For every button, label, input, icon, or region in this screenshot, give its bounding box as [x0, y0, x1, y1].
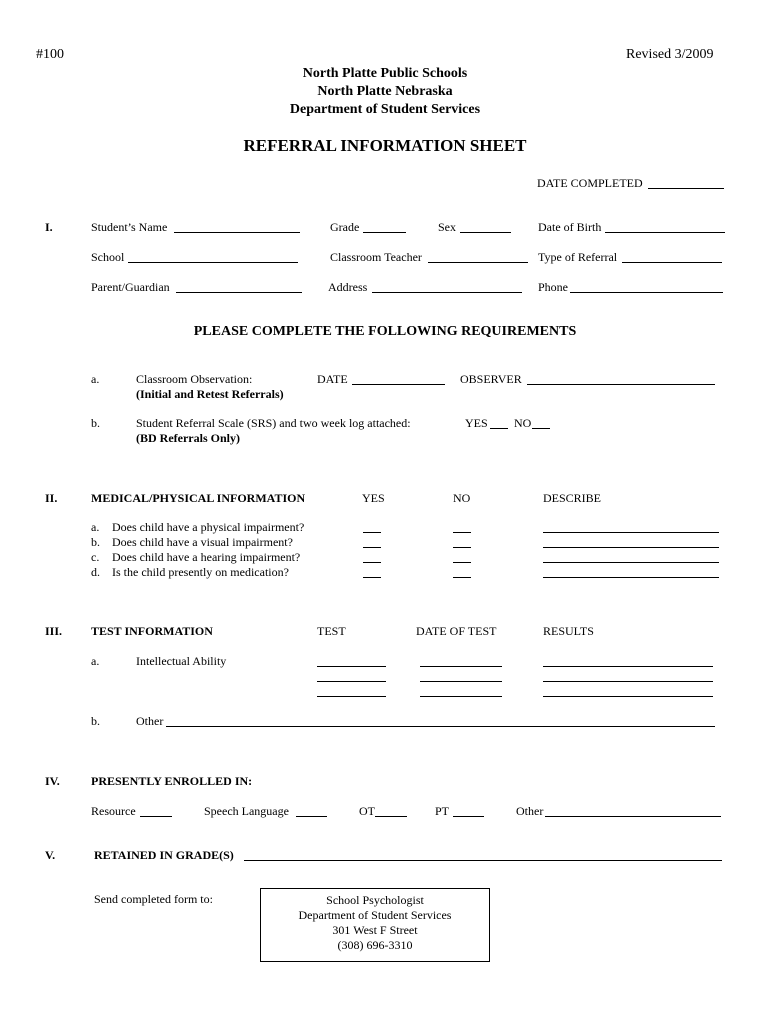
- phone-field[interactable]: [570, 292, 723, 293]
- medical-question-text: Is the child presently on medication?: [112, 565, 289, 579]
- address-label: Address: [328, 280, 368, 294]
- physical-no-field[interactable]: [453, 532, 471, 533]
- observation-date-field[interactable]: [352, 384, 445, 385]
- test-name-field[interactable]: [317, 696, 386, 697]
- medical-heading: MEDICAL/PHYSICAL INFORMATION: [91, 491, 306, 505]
- recipient-phone: (308) 696-3310: [337, 938, 413, 952]
- medical-question-text: Does child have a physical impairment?: [112, 520, 305, 534]
- observation-date-label: DATE: [317, 372, 348, 386]
- visual-no-field[interactable]: [453, 547, 471, 548]
- medical-question-text: Does child have a hearing impairment?: [112, 550, 301, 564]
- medical-question-letter: a.: [91, 520, 100, 534]
- srs-no-field[interactable]: [532, 428, 550, 429]
- test-a-letter: a.: [91, 654, 100, 668]
- mailing-address-box: [260, 888, 490, 962]
- test-name-field[interactable]: [317, 666, 386, 667]
- test-date-field[interactable]: [420, 666, 502, 667]
- date-completed-field[interactable]: [648, 188, 724, 189]
- physical-describe-field[interactable]: [543, 532, 719, 533]
- test-name-field[interactable]: [317, 681, 386, 682]
- medical-describe-header: DESCRIBE: [543, 491, 602, 505]
- phone-label: Phone: [538, 280, 568, 294]
- school-label: School: [91, 250, 125, 264]
- retained-heading: RETAINED IN GRADE(S): [94, 848, 234, 862]
- dob-field[interactable]: [605, 232, 725, 233]
- srs-yes-field[interactable]: [490, 428, 508, 429]
- test-header: TEST: [317, 624, 346, 638]
- medical-question-letter: b.: [91, 535, 100, 549]
- test-b-letter: b.: [91, 714, 100, 728]
- school-field[interactable]: [128, 262, 298, 263]
- srs-yes-label: YES: [465, 416, 488, 430]
- other-test-field[interactable]: [166, 726, 715, 727]
- requirement-b-letter: b.: [91, 416, 100, 430]
- retained-grades-field[interactable]: [244, 860, 722, 861]
- srs-no-label: NO: [514, 416, 532, 430]
- hearing-no-field[interactable]: [453, 562, 471, 563]
- results-header: RESULTS: [543, 624, 594, 638]
- recipient-title: School Psychologist: [326, 893, 424, 907]
- test-date-field[interactable]: [420, 696, 502, 697]
- test-results-field[interactable]: [543, 666, 713, 667]
- srs-note: (BD Referrals Only): [136, 431, 240, 445]
- date-of-test-header: DATE OF TEST: [416, 624, 497, 638]
- medication-describe-field[interactable]: [543, 577, 719, 578]
- section-5-numeral: V.: [45, 848, 56, 862]
- visual-describe-field[interactable]: [543, 547, 719, 548]
- type-of-referral-field[interactable]: [622, 262, 722, 263]
- resource-field[interactable]: [140, 816, 172, 817]
- grade-label: Grade: [330, 220, 360, 234]
- students-name-field[interactable]: [174, 232, 300, 233]
- medication-yes-field[interactable]: [363, 577, 381, 578]
- physical-yes-field[interactable]: [363, 532, 381, 533]
- section-4-numeral: IV.: [45, 774, 60, 788]
- grade-field[interactable]: [363, 232, 406, 233]
- classroom-observation-note: (Initial and Retest Referrals): [136, 387, 284, 401]
- school-location: North Platte Nebraska: [317, 84, 453, 99]
- test-info-heading: TEST INFORMATION: [91, 624, 213, 638]
- dob-label: Date of Birth: [538, 220, 602, 234]
- observer-field[interactable]: [527, 384, 715, 385]
- speech-language-field[interactable]: [296, 816, 327, 817]
- parent-guardian-field[interactable]: [176, 292, 302, 293]
- speech-language-label: Speech Language: [204, 804, 289, 818]
- pt-field[interactable]: [453, 816, 484, 817]
- form-number: #100: [36, 47, 64, 62]
- section-3-numeral: III.: [45, 624, 63, 638]
- intellectual-ability-label: Intellectual Ability: [136, 654, 227, 668]
- ot-label: OT: [359, 804, 375, 818]
- classroom-teacher-label: Classroom Teacher: [330, 250, 422, 264]
- department-name: Department of Student Services: [289, 102, 481, 117]
- test-results-field[interactable]: [543, 696, 713, 697]
- school-name: North Platte Public Schools: [302, 66, 468, 81]
- date-completed-label: DATE COMPLETED: [537, 176, 643, 190]
- sex-field[interactable]: [460, 232, 511, 233]
- other-enrolled-label: Other: [516, 804, 544, 818]
- test-date-field[interactable]: [420, 681, 502, 682]
- address-field[interactable]: [372, 292, 522, 293]
- hearing-yes-field[interactable]: [363, 562, 381, 563]
- medical-question-letter: c.: [91, 550, 100, 564]
- revised-date: Revised 3/2009: [626, 47, 714, 62]
- other-test-label: Other: [136, 714, 164, 728]
- observer-label: OBSERVER: [460, 372, 522, 386]
- section-1-numeral: I.: [45, 220, 53, 234]
- test-results-field[interactable]: [543, 681, 713, 682]
- medical-question-text: Does child have a visual impairment?: [112, 535, 293, 549]
- recipient-department: Department of Student Services: [298, 908, 452, 922]
- enrolled-heading: PRESENTLY ENROLLED IN:: [91, 774, 253, 788]
- page-title: REFERRAL INFORMATION SHEET: [243, 136, 527, 155]
- parent-guardian-label: Parent/Guardian: [91, 280, 170, 294]
- type-of-referral-label: Type of Referral: [538, 250, 618, 264]
- requirements-heading: PLEASE COMPLETE THE FOLLOWING REQUIREMENTS: [193, 324, 577, 339]
- classroom-observation-label: Classroom Observation:: [136, 372, 253, 386]
- srs-label: Student Referral Scale (SRS) and two week log attached:: [136, 416, 411, 430]
- medication-no-field[interactable]: [453, 577, 471, 578]
- recipient-street: 301 West F Street: [332, 923, 418, 937]
- medical-yes-header: YES: [362, 491, 385, 505]
- other-enrolled-field[interactable]: [545, 816, 721, 817]
- medical-no-header: NO: [453, 491, 471, 505]
- visual-yes-field[interactable]: [363, 547, 381, 548]
- send-to-label: Send completed form to:: [94, 892, 213, 906]
- students-name-label: Student’s Name: [91, 220, 168, 234]
- requirement-a-letter: a.: [91, 372, 100, 386]
- section-2-numeral: II.: [45, 491, 58, 505]
- ot-field[interactable]: [375, 816, 407, 817]
- classroom-teacher-field[interactable]: [428, 262, 528, 263]
- hearing-describe-field[interactable]: [543, 562, 719, 563]
- medical-question-letter: d.: [91, 565, 100, 579]
- sex-label: Sex: [438, 220, 456, 234]
- pt-label: PT: [435, 804, 450, 818]
- resource-label: Resource: [91, 804, 136, 818]
